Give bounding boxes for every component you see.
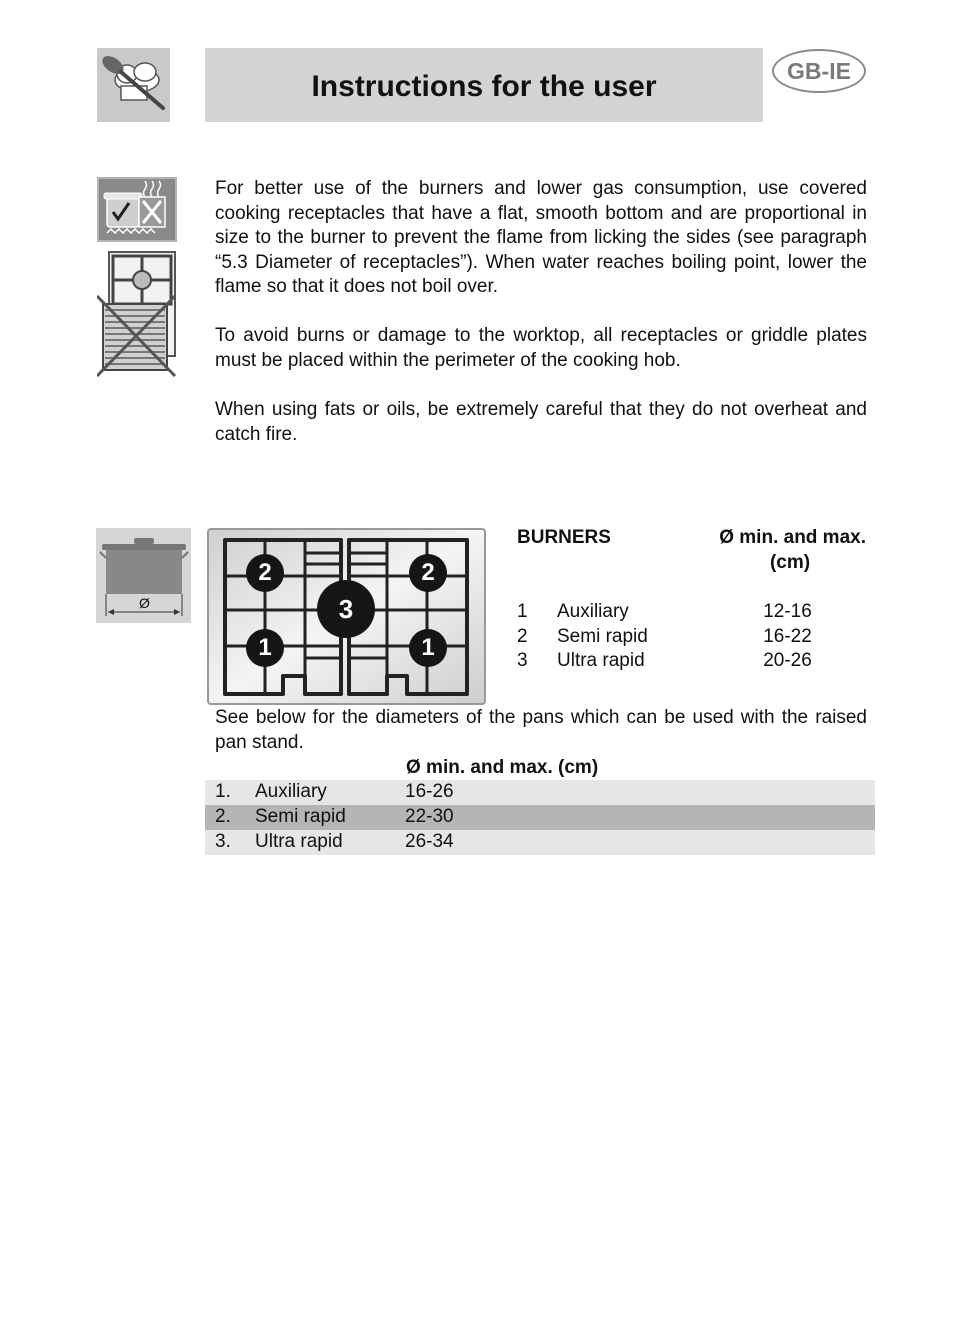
pan-row-range: 26-34 (405, 831, 454, 852)
pot-diameter-icon (96, 528, 191, 623)
covered-pot-icon (97, 177, 177, 242)
burner-row-range: 20-26 (763, 650, 812, 671)
diameter-header: Ø min. and max. (719, 527, 866, 548)
burner-label: 1 (258, 634, 272, 661)
hob-burner-layout-diagram (207, 528, 486, 705)
pan-row-name: Semi rapid (255, 806, 346, 827)
pan-table-row (205, 805, 875, 830)
paragraph-receptacles: For better use of the burners and lower gas consumption, use covered cooking receptacles that have a flat, smooth bottom and are proportional in size to the burner to prevent the flame from licking the sides (see paragraph “5.3 Diameter of receptacles”). When water reaches boiling point, lower the flame so that it does not boil over. (215, 178, 867, 298)
burner-row-num: 2 (517, 626, 528, 647)
paragraph-fats-oils: When using fats or oils, be extremely careful that they do not overheat and catch fire. (215, 399, 867, 445)
burner-row-range: 16-22 (763, 626, 812, 647)
paragraph-burns: To avoid burns or damage to the worktop, all receptacles or griddle plates must be placed within the perimeter of the cooking hob. (215, 325, 867, 371)
burner-row-num: 1 (517, 601, 528, 622)
pan-row-name: Ultra rapid (255, 831, 343, 852)
pan-row-name: Auxiliary (255, 781, 327, 802)
region-badge: GB-IE (772, 49, 866, 93)
pan-table-row (205, 830, 875, 855)
burner-label: 3 (338, 593, 354, 624)
diameter-header-unit: (cm) (769, 552, 811, 573)
paragraph-raised-pan-stand: See below for the diameters of the pans which can be used with the raised pan stand. (215, 707, 867, 753)
chef-spoon-logo-icon (97, 48, 170, 122)
burner-row-name: Semi rapid (557, 626, 648, 647)
griddle-not-allowed-icon (97, 250, 179, 378)
pan-row-range: 16-26 (405, 781, 454, 802)
burner-row-name: Auxiliary (557, 601, 629, 622)
pan-row-num: 2. (215, 806, 231, 827)
burner-row-num: 3 (517, 650, 528, 671)
pan-row-num: 3. (215, 831, 231, 852)
pan-table-header: Ø min. and max. (cm) (406, 757, 599, 778)
pan-table-row (205, 780, 875, 805)
burner-label: 1 (421, 634, 435, 661)
pan-row-range: 22-30 (405, 806, 454, 827)
burners-header: BURNERS (517, 527, 611, 548)
diameter-symbol: Ø (139, 595, 150, 611)
burner-row-range: 12-16 (763, 601, 812, 622)
burner-label: 2 (421, 559, 435, 586)
page-title: Instructions for the user (311, 70, 657, 103)
burner-row-name: Ultra rapid (557, 650, 645, 671)
burner-label: 2 (258, 559, 272, 586)
pan-row-num: 1. (215, 781, 231, 802)
